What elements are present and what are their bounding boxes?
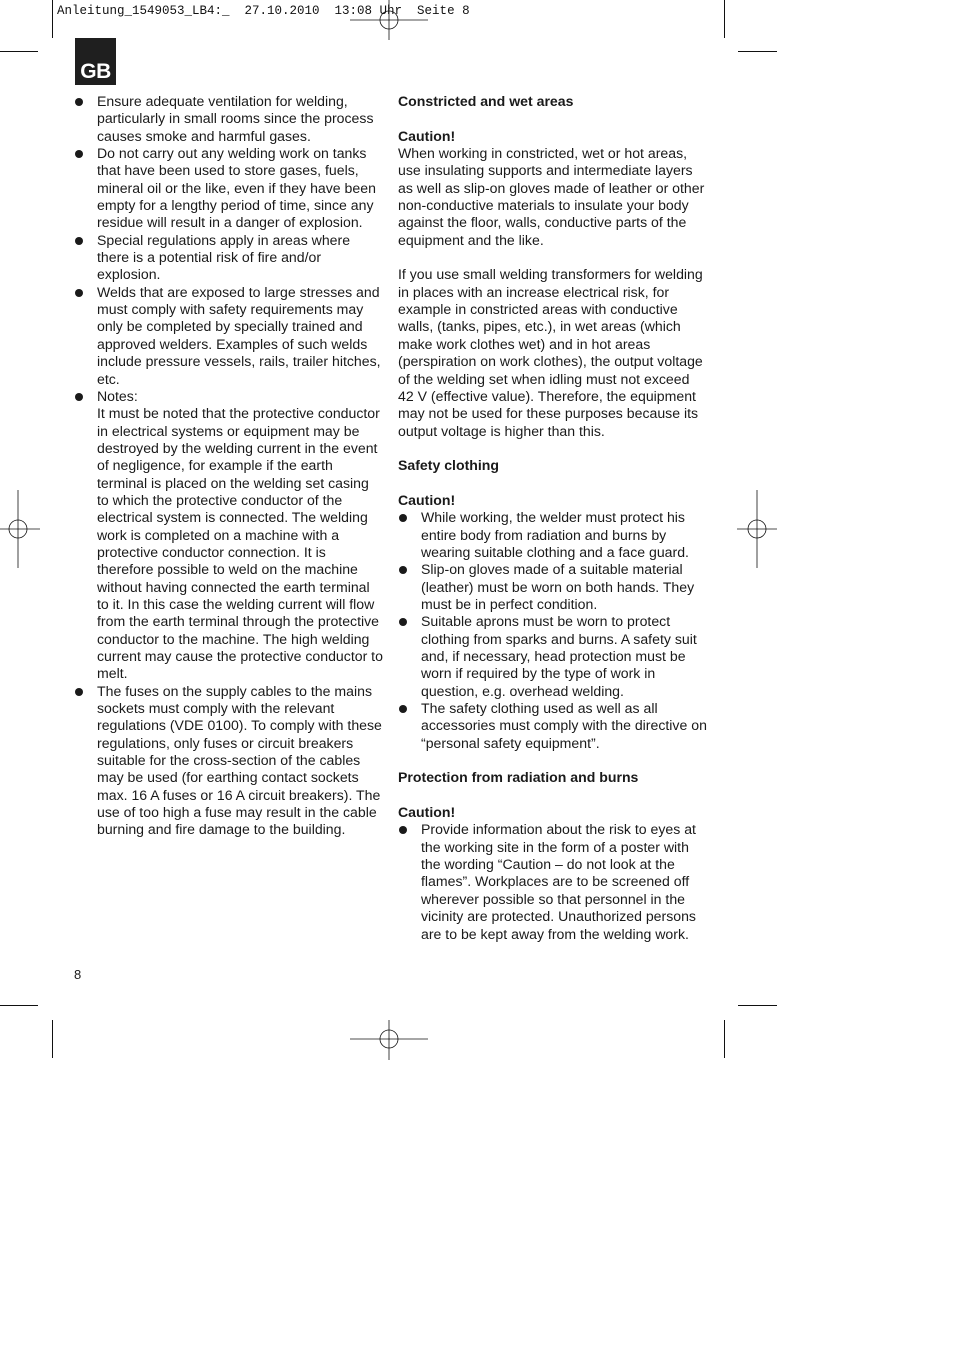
section-heading-radiation: Protection from radiation and burns (398, 769, 639, 786)
print-slug-line: Anleitung_1549053_LB4:_ 27.10.2010 13:08 Uhr Seite 8 (57, 4, 470, 18)
bullet-icon (75, 237, 83, 245)
bullet-icon (75, 98, 83, 106)
list-item (398, 613, 708, 700)
list-item-text: Slip-on gloves made of a suitable material (leather) must be worn on both hands. They must be in perfect condition. (421, 561, 695, 612)
list-item-text: The safety clothing used as well as all accessories must comply with the directive on “personal safety equipment”. (421, 700, 707, 751)
paragraph: When working in constricted, wet or hot areas, use insulating supports and intermediate layers as well as slip-on gloves made of leather or other non-conductive materials to insulate your body against the floor, walls, conductive parts of the equipment and the like. (398, 145, 705, 248)
language-badge: GB (75, 38, 116, 85)
bullet-icon (75, 150, 83, 158)
bullet-icon (399, 514, 407, 522)
list-item (74, 145, 384, 232)
list-item (74, 93, 384, 145)
notes-body: It must be noted that the protective conductor in electrical systems or equipment may be destroyed by the welding current in the event of negligence, for example if the earth terminal is placed on the welding set casing to which the protective conductor of the electrical system is connected. The welding work is completed on a machine with a protective conductor connection. It is therefore possible to weld on the machine without having connected the earth terminal to it. In this case the welding current will flow from the earth terminal through the protective conductor to the machine. The high welding current may cause the protective conductor to melt. (97, 405, 383, 682)
notes-label: Notes: (97, 387, 138, 404)
left-column (74, 93, 384, 839)
crop-mark (52, 0, 53, 38)
crop-mark (52, 1020, 53, 1058)
crop-mark (0, 51, 38, 52)
registration-mark-icon (0, 490, 40, 568)
list-item (398, 700, 708, 752)
bullet-icon (399, 618, 407, 626)
safety-bullet-list (74, 93, 384, 839)
list-item-text: Provide information about the risk to eyes at the working site in the form of a poster with the wording “Caution – do not look at the flames”. Workplaces are to be screened off wherever possible so that personnel in the vicinity are protected. Unauthorized persons are to be kept away from the welding work. (421, 821, 696, 942)
list-item (398, 509, 708, 561)
list-item-text: The fuses on the supply cables to the mains sockets must comply with the relevant regulations (VDE 0100). To comply with these regulations, only fuses or circuit breakers suitable for the cross-section of the cables may be used (for earthing contact sockets max. 16 A fuses or 16 A circuit breakers). The use of too high a fuse may result in the cable burning and fire damage to the building. (97, 682, 382, 838)
crop-mark (738, 51, 777, 52)
crop-mark (724, 0, 725, 38)
registration-mark-icon (350, 1020, 428, 1060)
bullet-icon (399, 566, 407, 574)
bullet-icon (399, 705, 407, 713)
crop-mark (0, 1005, 38, 1006)
list-item (74, 284, 384, 388)
list-item-text: Suitable aprons must be worn to protect clothing from sparks and burns. A safety suit and, if necessary, head protection must be worn if required by the type of work in question, e.g. overhead welding. (421, 613, 697, 699)
paragraph: If you use small welding transformers for welding in places with an increase electrical risk, for example in constricted areas with conductive walls, (tanks, pipes, etc.), in wet areas (which make work clothes wet) and in hot areas (perspiration on work clothes), the output voltage of the welding set when idling must not exceed 42 V (effective value). Therefore, the equipment may not be used for these purposes because its output voltage is higher than this. (398, 266, 703, 439)
bullet-icon (399, 826, 407, 834)
bullet-icon (75, 289, 83, 297)
radiation-bullet-list (398, 821, 708, 942)
clothing-bullet-list (398, 509, 708, 752)
right-column (398, 93, 708, 943)
list-item-text: Ensure adequate ventilation for welding, particularly in small rooms since the process causes smoke and harmful gases. (97, 93, 374, 144)
caution-label: Caution! (398, 491, 456, 508)
registration-mark-icon (737, 490, 777, 568)
caution-label: Caution! (398, 127, 456, 144)
caution-label: Caution! (398, 804, 456, 821)
registration-mark-icon (350, 0, 428, 40)
list-item-text: While working, the welder must protect his entire body from radiation and burns by wearing suitable clothing and a face guard. (421, 509, 689, 560)
crop-mark (724, 1020, 725, 1058)
list-item-text: Special regulations apply in areas where there is a potential risk of fire and/or explosion. (97, 231, 351, 283)
section-heading-constricted: Constricted and wet areas (398, 93, 574, 109)
list-item (74, 388, 384, 683)
list-item (398, 561, 708, 613)
list-item (398, 821, 708, 942)
bullet-icon (75, 393, 83, 401)
list-item (74, 683, 384, 839)
section-heading-safety-clothing: Safety clothing (398, 457, 500, 474)
list-item (74, 232, 384, 284)
crop-mark (738, 1005, 777, 1006)
bullet-icon (75, 688, 83, 696)
list-item-text: Do not carry out any welding work on tanks that have been used to store gases, fuels, mineral oil or the like, even if they have been empty for a lengthy period of time, since any residue will result in a danger of explosion. (97, 145, 376, 231)
list-item-text: Welds that are exposed to large stresses and must comply with safety requirements may only be completed by specially trained and approved welders. Examples of such welds include pressure vessels, rails, trailer hitches, etc. (97, 283, 381, 387)
page-number: 8 (74, 967, 82, 982)
